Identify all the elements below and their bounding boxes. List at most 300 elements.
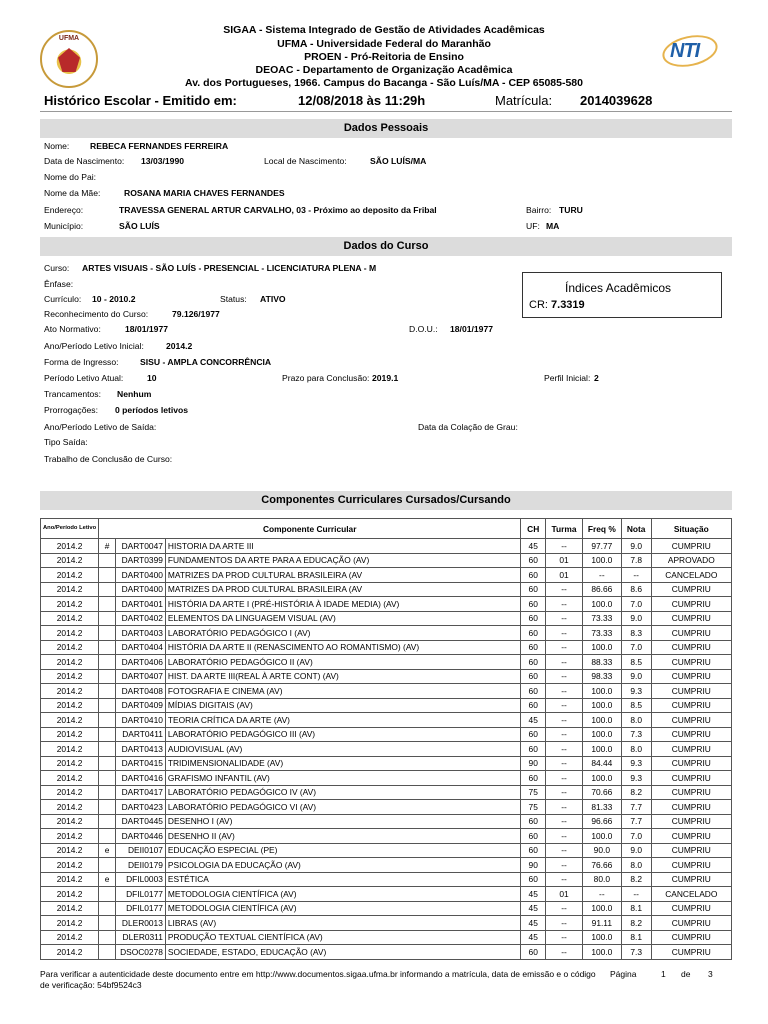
row-nota: 9.3 xyxy=(621,684,651,699)
row-situacao: CUMPRIU xyxy=(651,727,731,742)
row-codigo: DART0445 xyxy=(115,814,165,829)
row-freq: 96.66 xyxy=(582,814,621,829)
table-row xyxy=(41,727,732,742)
table-row xyxy=(41,887,732,902)
row-nome: HIST. DA ARTE III(REAL À ARTE CONT) (AV) xyxy=(165,669,520,684)
mae-value: ROSANA MARIA CHAVES FERNANDES xyxy=(124,188,285,198)
mae-label: Nome da Mãe: xyxy=(44,188,101,198)
row-nota: -- xyxy=(621,887,651,902)
table-row xyxy=(41,640,732,655)
row-ch: 60 xyxy=(521,945,546,960)
row-flag xyxy=(99,829,116,844)
title-divider xyxy=(40,111,732,112)
endereco-label: Endereço: xyxy=(44,205,84,215)
row-flag: e xyxy=(99,843,116,858)
tipo-saida-label: Tipo Saída: xyxy=(44,437,88,447)
table-row xyxy=(41,626,732,641)
row-ano: 2014.2 xyxy=(41,771,99,786)
section-dados-curso: Dados do Curso xyxy=(40,237,732,256)
row-freq: 100.0 xyxy=(582,771,621,786)
row-codigo: DART0404 xyxy=(115,640,165,655)
row-codigo: DFIL0003 xyxy=(115,872,165,887)
row-ch: 60 xyxy=(521,771,546,786)
row-nota: 8.3 xyxy=(621,626,651,641)
row-situacao: CUMPRIU xyxy=(651,843,731,858)
row-nome: METODOLOGIA CIENTÍFICA (AV) xyxy=(165,887,520,902)
row-turma: -- xyxy=(546,945,583,960)
row-ch: 75 xyxy=(521,785,546,800)
table-body xyxy=(41,539,732,960)
row-ch: 60 xyxy=(521,872,546,887)
curso-label: Curso: xyxy=(44,263,70,273)
row-freq: 98.33 xyxy=(582,669,621,684)
table-row xyxy=(41,568,732,583)
cr-label: CR: xyxy=(529,299,548,311)
table-row xyxy=(41,756,732,771)
row-codigo: DART0400 xyxy=(115,582,165,597)
row-nota: 9.0 xyxy=(621,611,651,626)
row-ano: 2014.2 xyxy=(41,626,99,641)
row-codigo: DART0423 xyxy=(115,800,165,815)
forma-ingresso-value: SISU - AMPLA CONCORRÊNCIA xyxy=(140,357,272,367)
row-flag xyxy=(99,945,116,960)
table-row xyxy=(41,771,732,786)
prorrogacoes-value: 0 períodos letivos xyxy=(115,405,189,415)
row-ano: 2014.2 xyxy=(41,930,99,945)
row-ano: 2014.2 xyxy=(41,553,99,568)
row-situacao: CUMPRIU xyxy=(651,698,731,713)
row-situacao: CUMPRIU xyxy=(651,930,731,945)
row-nota: 7.0 xyxy=(621,640,651,655)
row-codigo: DEII0179 xyxy=(115,858,165,873)
dou-value: 18/01/1977 xyxy=(450,324,494,334)
header-line-3: PROEN - Pró-Reitoria de Ensino xyxy=(304,51,464,63)
row-codigo: DFIL0177 xyxy=(115,901,165,916)
col-componente: Componente Curricular xyxy=(99,519,521,539)
row-ano: 2014.2 xyxy=(41,901,99,916)
row-turma: -- xyxy=(546,872,583,887)
row-flag xyxy=(99,669,116,684)
row-codigo: DART0399 xyxy=(115,553,165,568)
row-turma: -- xyxy=(546,742,583,757)
row-flag xyxy=(99,785,116,800)
matricula-value: 2014039628 xyxy=(580,93,653,108)
row-nome: EDUCAÇÃO ESPECIAL (PE) xyxy=(165,843,520,858)
row-flag xyxy=(99,771,116,786)
row-turma: -- xyxy=(546,829,583,844)
row-ch: 45 xyxy=(521,930,546,945)
row-codigo: DART0415 xyxy=(115,756,165,771)
row-situacao: CUMPRIU xyxy=(651,872,731,887)
prazo-label: Prazo para Conclusão: xyxy=(282,373,370,383)
nascimento-value: 13/03/1990 xyxy=(141,156,185,166)
row-nome: DESENHO I (AV) xyxy=(165,814,520,829)
row-freq: 80.0 xyxy=(582,872,621,887)
row-ano: 2014.2 xyxy=(41,872,99,887)
row-nome: TRIDIMENSIONALIDADE (AV) xyxy=(165,756,520,771)
row-nome: GRAFISMO INFANTIL (AV) xyxy=(165,771,520,786)
table-row xyxy=(41,829,732,844)
row-flag xyxy=(99,742,116,757)
header-line-1: SIGAA - Sistema Integrado de Gestão de Atividades Acadêmicas xyxy=(223,24,545,36)
row-turma: 01 xyxy=(546,568,583,583)
row-flag xyxy=(99,553,116,568)
dou-label: D.O.U.: xyxy=(409,324,438,334)
issue-date: 12/08/2018 às 11:29h xyxy=(298,93,426,108)
row-freq: 76.66 xyxy=(582,858,621,873)
row-codigo: DART0411 xyxy=(115,727,165,742)
bairro-value: TURU xyxy=(559,205,583,215)
row-nota: 7.0 xyxy=(621,597,651,612)
row-turma: -- xyxy=(546,626,583,641)
table-row xyxy=(41,684,732,699)
row-turma: -- xyxy=(546,814,583,829)
row-turma: -- xyxy=(546,539,583,554)
row-ch: 60 xyxy=(521,669,546,684)
municipio-label: Município: xyxy=(44,221,84,231)
row-freq: 100.0 xyxy=(582,945,621,960)
colacao-label: Data da Colação de Grau: xyxy=(418,422,518,432)
bairro-label: Bairro: xyxy=(526,205,552,215)
row-ano: 2014.2 xyxy=(41,669,99,684)
row-nome: SOCIEDADE, ESTADO, EDUCAÇÃO (AV) xyxy=(165,945,520,960)
row-situacao: APROVADO xyxy=(651,553,731,568)
row-ch: 60 xyxy=(521,611,546,626)
row-ano: 2014.2 xyxy=(41,597,99,612)
curso-value: ARTES VISUAIS - SÃO LUÍS - PRESENCIAL - LICENCIATURA PLENA - M xyxy=(82,263,377,273)
table-row xyxy=(41,872,732,887)
row-nota: 8.5 xyxy=(621,698,651,713)
col-turma: Turma xyxy=(546,519,583,539)
row-situacao: CUMPRIU xyxy=(651,684,731,699)
row-flag xyxy=(99,611,116,626)
row-codigo: DFIL0177 xyxy=(115,887,165,902)
row-ch: 60 xyxy=(521,814,546,829)
row-nota: 9.0 xyxy=(621,669,651,684)
header-line-4: DEOAC - Departamento de Organização Acadêmica xyxy=(255,64,513,76)
row-nome: PRODUÇÃO TEXTUAL CIENTÍFICA (AV) xyxy=(165,930,520,945)
row-ano: 2014.2 xyxy=(41,727,99,742)
row-freq: 100.0 xyxy=(582,553,621,568)
row-flag xyxy=(99,713,116,728)
row-codigo: DART0403 xyxy=(115,626,165,641)
row-turma: -- xyxy=(546,901,583,916)
row-nota: 8.1 xyxy=(621,930,651,945)
row-situacao: CUMPRIU xyxy=(651,713,731,728)
row-codigo: DART0406 xyxy=(115,655,165,670)
row-ano: 2014.2 xyxy=(41,684,99,699)
row-nome: MATRIZES DA PROD CULTURAL BRASILEIRA (AV xyxy=(165,582,520,597)
ano-inicial-label: Ano/Período Letivo Inicial: xyxy=(44,341,144,351)
row-flag: e xyxy=(99,872,116,887)
municipio-value: SÃO LUÍS xyxy=(119,221,160,231)
saida-label: Ano/Período Letivo de Saída: xyxy=(44,422,157,432)
row-nota: 8.0 xyxy=(621,858,651,873)
header-line-5: Av. dos Portugueses, 1966. Campus do Bacanga - São Luís/MA - CEP 65085-580 xyxy=(185,77,583,89)
row-freq: 100.0 xyxy=(582,597,621,612)
row-nota: 7.0 xyxy=(621,829,651,844)
section-dados-pessoais: Dados Pessoais xyxy=(40,119,732,138)
row-situacao: CUMPRIU xyxy=(651,582,731,597)
row-flag xyxy=(99,916,116,931)
row-ano: 2014.2 xyxy=(41,829,99,844)
row-freq: -- xyxy=(582,568,621,583)
row-nota: 8.6 xyxy=(621,582,651,597)
row-flag xyxy=(99,568,116,583)
table-row xyxy=(41,539,732,554)
row-ano: 2014.2 xyxy=(41,916,99,931)
nome-label: Nome: xyxy=(44,141,70,151)
row-nome: FOTOGRAFIA E CINEMA (AV) xyxy=(165,684,520,699)
row-flag xyxy=(99,684,116,699)
row-ch: 45 xyxy=(521,887,546,902)
row-situacao: CUMPRIU xyxy=(651,771,731,786)
row-flag xyxy=(99,930,116,945)
row-freq: 100.0 xyxy=(582,698,621,713)
row-freq: 88.33 xyxy=(582,655,621,670)
row-ano: 2014.2 xyxy=(41,800,99,815)
row-ano: 2014.2 xyxy=(41,611,99,626)
row-nome: HISTORIA DA ARTE III xyxy=(165,539,520,554)
row-turma: -- xyxy=(546,698,583,713)
row-ch: 45 xyxy=(521,539,546,554)
row-turma: 01 xyxy=(546,553,583,568)
table-row xyxy=(41,698,732,713)
row-freq: 73.33 xyxy=(582,626,621,641)
row-situacao: CUMPRIU xyxy=(651,597,731,612)
row-ch: 45 xyxy=(521,916,546,931)
row-ano: 2014.2 xyxy=(41,539,99,554)
row-nome: LABORATÓRIO PEDAGÓGICO III (AV) xyxy=(165,727,520,742)
local-nascimento-label: Local de Nascimento: xyxy=(264,156,347,166)
row-situacao: CUMPRIU xyxy=(651,539,731,554)
row-turma: -- xyxy=(546,655,583,670)
row-ch: 60 xyxy=(521,597,546,612)
table-row xyxy=(41,916,732,931)
row-ch: 60 xyxy=(521,843,546,858)
row-nota: 8.5 xyxy=(621,655,651,670)
endereco-value: TRAVESSA GENERAL ARTUR CARVALHO, 03 - Próximo ao deposito da Fribal xyxy=(119,205,437,215)
row-turma: -- xyxy=(546,916,583,931)
row-freq: 81.33 xyxy=(582,800,621,815)
table-row xyxy=(41,553,732,568)
row-situacao: CUMPRIU xyxy=(651,916,731,931)
tcc-label: Trabalho de Conclusão de Curso: xyxy=(44,454,173,464)
row-freq: 100.0 xyxy=(582,640,621,655)
verification-footer: Para verificar a autenticidade deste documento entre em http://www.documentos.sigaa.ufma.br informando a matrícula, data de emissão e o código de verificação: 54bf9524c3 xyxy=(40,969,596,990)
table-row xyxy=(41,930,732,945)
table-row xyxy=(41,858,732,873)
row-nota: 8.2 xyxy=(621,785,651,800)
row-turma: -- xyxy=(546,930,583,945)
table-row xyxy=(41,901,732,916)
curriculo-label: Currículo: xyxy=(44,294,82,304)
row-freq: 97.77 xyxy=(582,539,621,554)
row-codigo: DLER0311 xyxy=(115,930,165,945)
table-row xyxy=(41,713,732,728)
perfil-value: 2 xyxy=(594,373,599,383)
page-label: Página xyxy=(610,969,637,979)
row-turma: -- xyxy=(546,858,583,873)
row-freq: 100.0 xyxy=(582,727,621,742)
prorrogacoes-label: Prorrogações: xyxy=(44,405,98,415)
perfil-label: Perfil Inicial: xyxy=(544,373,591,383)
row-turma: -- xyxy=(546,582,583,597)
row-turma: -- xyxy=(546,611,583,626)
row-turma: -- xyxy=(546,669,583,684)
row-turma: 01 xyxy=(546,887,583,902)
row-flag xyxy=(99,727,116,742)
row-ano: 2014.2 xyxy=(41,887,99,902)
row-freq: 73.33 xyxy=(582,611,621,626)
row-nome: ESTÉTICA xyxy=(165,872,520,887)
row-freq: -- xyxy=(582,887,621,902)
row-flag xyxy=(99,887,116,902)
row-flag xyxy=(99,597,116,612)
prazo-value: 2019.1 xyxy=(372,373,399,383)
row-nome: LABORATÓRIO PEDAGÓGICO IV (AV) xyxy=(165,785,520,800)
row-nota: 7.7 xyxy=(621,814,651,829)
row-nome: HISTÓRIA DA ARTE II (RENASCIMENTO AO ROMANTISMO) (AV) xyxy=(165,640,520,655)
cr-line xyxy=(529,299,585,311)
row-turma: -- xyxy=(546,785,583,800)
row-nota: 9.0 xyxy=(621,843,651,858)
row-ano: 2014.2 xyxy=(41,945,99,960)
row-nota: 8.2 xyxy=(621,916,651,931)
status-value: ATIVO xyxy=(260,294,286,304)
row-nota: 9.3 xyxy=(621,771,651,786)
nome-value: REBECA FERNANDES FERREIRA xyxy=(90,141,229,151)
row-flag xyxy=(99,800,116,815)
row-freq: 100.0 xyxy=(582,901,621,916)
ato-normativo-value: 18/01/1977 xyxy=(125,324,169,334)
cr-value: 7.3319 xyxy=(551,299,585,311)
row-codigo: DART0401 xyxy=(115,597,165,612)
row-codigo: DART0413 xyxy=(115,742,165,757)
row-situacao: CUMPRIU xyxy=(651,858,731,873)
row-situacao: CUMPRIU xyxy=(651,829,731,844)
table-header-row xyxy=(41,519,732,539)
row-situacao: CUMPRIU xyxy=(651,814,731,829)
row-turma: -- xyxy=(546,843,583,858)
row-flag xyxy=(99,901,116,916)
row-ano: 2014.2 xyxy=(41,814,99,829)
row-ch: 60 xyxy=(521,829,546,844)
ano-inicial-value: 2014.2 xyxy=(166,341,193,351)
table-row xyxy=(41,597,732,612)
table-row xyxy=(41,582,732,597)
row-ch: 60 xyxy=(521,640,546,655)
row-nota: 9.3 xyxy=(621,756,651,771)
row-situacao: CUMPRIU xyxy=(651,756,731,771)
nascimento-label: Data de Nascimento: xyxy=(44,156,125,166)
row-codigo: DART0409 xyxy=(115,698,165,713)
row-nome: HISTÓRIA DA ARTE I (PRÉ-HISTÓRIA À IDADE MEDIA) (AV) xyxy=(165,597,520,612)
row-turma: -- xyxy=(546,756,583,771)
row-nome: TEORIA CRÍTICA DA ARTE (AV) xyxy=(165,713,520,728)
enfase-label: Ênfase: xyxy=(44,279,74,289)
row-nota: 7.3 xyxy=(621,945,651,960)
pai-label: Nome do Pai: xyxy=(44,172,97,182)
row-turma: -- xyxy=(546,597,583,612)
row-turma: -- xyxy=(546,684,583,699)
row-ch: 60 xyxy=(521,568,546,583)
table-row xyxy=(41,742,732,757)
row-situacao: CUMPRIU xyxy=(651,742,731,757)
row-flag xyxy=(99,626,116,641)
row-ch: 45 xyxy=(521,901,546,916)
row-freq: 70.66 xyxy=(582,785,621,800)
col-situacao: Situação xyxy=(651,519,731,539)
row-situacao: CANCELADO xyxy=(651,887,731,902)
row-situacao: CUMPRIU xyxy=(651,945,731,960)
table-row xyxy=(41,800,732,815)
curriculo-value: 10 - 2010.2 xyxy=(92,294,136,304)
periodo-atual-label: Período Letivo Atual: xyxy=(44,373,124,383)
row-ch: 90 xyxy=(521,858,546,873)
table-row xyxy=(41,785,732,800)
row-flag xyxy=(99,858,116,873)
row-ch: 75 xyxy=(521,800,546,815)
row-turma: -- xyxy=(546,771,583,786)
row-ch: 60 xyxy=(521,727,546,742)
row-freq: 84.44 xyxy=(582,756,621,771)
page-of-label: de xyxy=(681,969,691,979)
row-freq: 91.11 xyxy=(582,916,621,931)
indices-title: Índices Acadêmicos xyxy=(565,281,672,295)
periodo-atual-value: 10 xyxy=(147,373,157,383)
row-turma: -- xyxy=(546,727,583,742)
row-nota: 8.0 xyxy=(621,713,651,728)
row-codigo: DEII0107 xyxy=(115,843,165,858)
row-ano: 2014.2 xyxy=(41,756,99,771)
nti-logo-text: NTI xyxy=(670,40,700,62)
row-flag xyxy=(99,582,116,597)
row-situacao: CUMPRIU xyxy=(651,785,731,800)
row-ano: 2014.2 xyxy=(41,843,99,858)
ato-normativo-label: Ato Normativo: xyxy=(44,324,101,334)
row-turma: -- xyxy=(546,640,583,655)
col-ch: CH xyxy=(521,519,546,539)
col-freq: Freq % xyxy=(582,519,621,539)
row-codigo: DLER0013 xyxy=(115,916,165,931)
row-ch: 45 xyxy=(521,713,546,728)
matricula-label: Matrícula: xyxy=(495,93,553,108)
row-situacao: CUMPRIU xyxy=(651,800,731,815)
row-ch: 90 xyxy=(521,756,546,771)
status-label: Status: xyxy=(220,294,247,304)
reconhecimento-label: Reconhecimento do Curso: xyxy=(44,309,149,319)
document-title: Histórico Escolar - Emitido em: xyxy=(44,93,237,108)
row-nome: METODOLOGIA CIENTÍFICA (AV) xyxy=(165,901,520,916)
table-row xyxy=(41,945,732,960)
row-situacao: CUMPRIU xyxy=(651,901,731,916)
row-nota: 9.0 xyxy=(621,539,651,554)
page-number: 1 xyxy=(661,969,666,979)
uf-value: MA xyxy=(546,221,560,231)
row-nome: LIBRAS (AV) xyxy=(165,916,520,931)
row-flag: # xyxy=(99,539,116,554)
row-nome: PSICOLOGIA DA EDUCAÇÃO (AV) xyxy=(165,858,520,873)
row-codigo: DART0410 xyxy=(115,713,165,728)
col-nota: Nota xyxy=(621,519,651,539)
row-nota: 7.3 xyxy=(621,727,651,742)
row-ch: 60 xyxy=(521,553,546,568)
row-nome: LABORATÓRIO PEDAGÓGICO I (AV) xyxy=(165,626,520,641)
row-freq: 100.0 xyxy=(582,684,621,699)
row-flag xyxy=(99,655,116,670)
row-flag xyxy=(99,814,116,829)
